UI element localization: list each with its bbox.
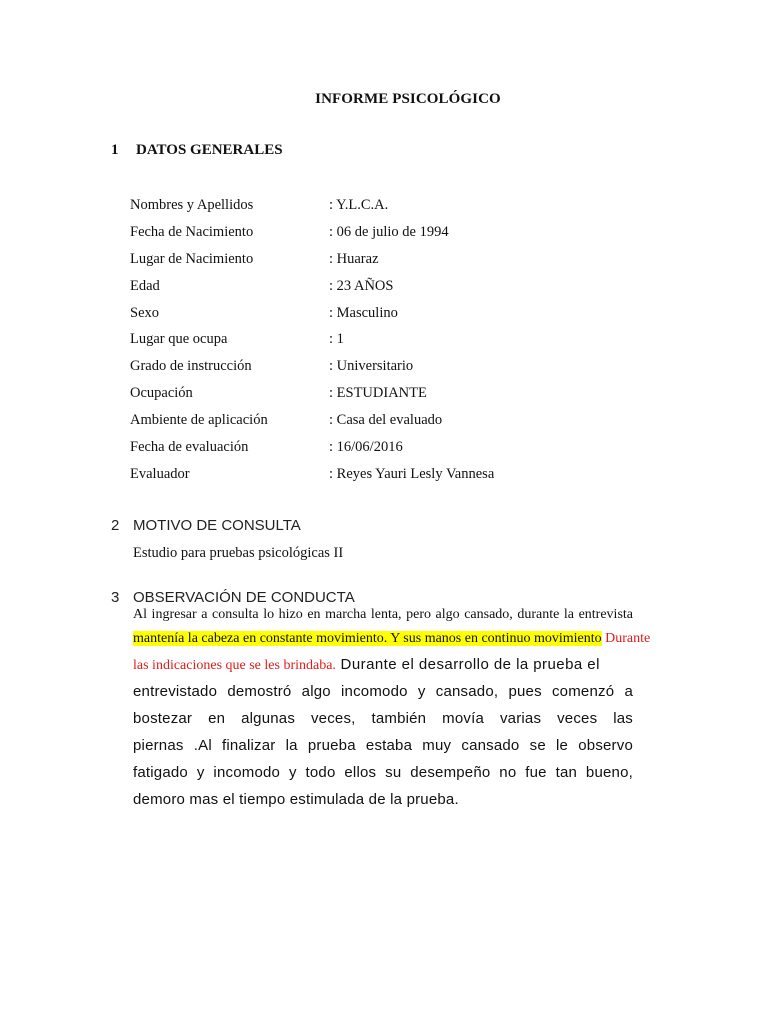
row-value: : ESTUDIANTE [329,385,427,402]
row-label: Fecha de Nacimiento [130,223,254,240]
section-1-title: DATOS GENERALES [136,142,283,158]
observation-line-4: entrevistado demostró algo incomodo y cansado, pues comenzó a [133,683,633,700]
data-row-name [130,195,494,222]
observation-line-6: piernas .Al finalizar la prueba estaba muy cansado se le observo [133,737,633,754]
section-3-heading [111,589,355,606]
document-title: INFORME PSICOLÓGICO [315,91,501,107]
row-label: Edad [130,277,160,294]
row-label: Lugar que ocupa [130,331,228,348]
highlighted-text: mantenía la cabeza en constante movimiento. Y sus manos en continuo movimiento [133,631,602,646]
row-value: : 1 [329,331,344,348]
section-3-number: 3 [111,589,120,606]
row-value: : Reyes Yauri Lesly Vannesa [329,465,495,482]
row-value: : Y.L.C.A. [329,197,389,213]
data-row-birthplace [130,249,494,276]
general-data-table [130,195,494,491]
observation-line-2 [133,631,651,647]
row-value: : 06 de julio de 1994 [329,223,449,240]
red-text: Durante [601,631,651,646]
observation-line-3 [133,656,633,674]
section-1-heading [111,142,283,159]
row-value: : Universitario [329,358,414,375]
section-1-number: 1 [111,142,119,158]
observation-text: Durante el desarrollo de la prueba el [335,656,600,673]
row-value: : Casa del evaluado [329,412,443,429]
observation-line-1: Al ingresar a consulta lo hizo en marcha lenta, pero algo cansado, durante la entrevista [133,607,633,622]
row-label: Grado de instrucción [130,358,252,375]
row-value: : Masculino [329,304,398,321]
data-row-sex [130,303,494,330]
data-row-birth-order [130,329,494,356]
observation-line-8: demoro mas el tiempo estimulada de la prueba. [133,791,459,808]
row-value: : 16/06/2016 [329,439,403,456]
row-label: Ambiente de aplicación [130,412,268,429]
row-value: : Huaraz [329,250,379,267]
observation-line-7: fatigado y incomodo y todo ellos su desempeño no fue tan bueno, [133,764,633,781]
section-2-heading [111,517,301,534]
data-row-birthdate [130,222,494,249]
data-row-occupation [130,383,494,410]
data-row-evaluator [130,464,494,491]
row-value: : 23 AÑOS [329,277,394,294]
data-row-environment [130,410,494,437]
section-3-title: OBSERVACIÓN DE CONDUCTA [133,589,355,606]
row-label: Sexo [130,304,159,321]
row-label: Nombres y Apellidos [130,197,254,213]
section-2-number: 2 [111,517,120,534]
data-row-education [130,356,494,383]
section-2-title: MOTIVO DE CONSULTA [133,517,301,534]
data-row-age [130,276,494,303]
row-label: Ocupación [130,385,193,402]
observation-line-5: bostezar en algunas veces, también movía varias veces las [133,710,633,727]
row-label: Fecha de evaluación [130,439,249,456]
red-text: las indicaciones que se les brindaba. [133,658,336,673]
data-row-eval-date [130,437,494,464]
row-label: Evaluador [130,465,190,482]
section-2-text: Estudio para pruebas psicológicas II [133,545,344,561]
row-label: Lugar de Nacimiento [130,250,254,267]
